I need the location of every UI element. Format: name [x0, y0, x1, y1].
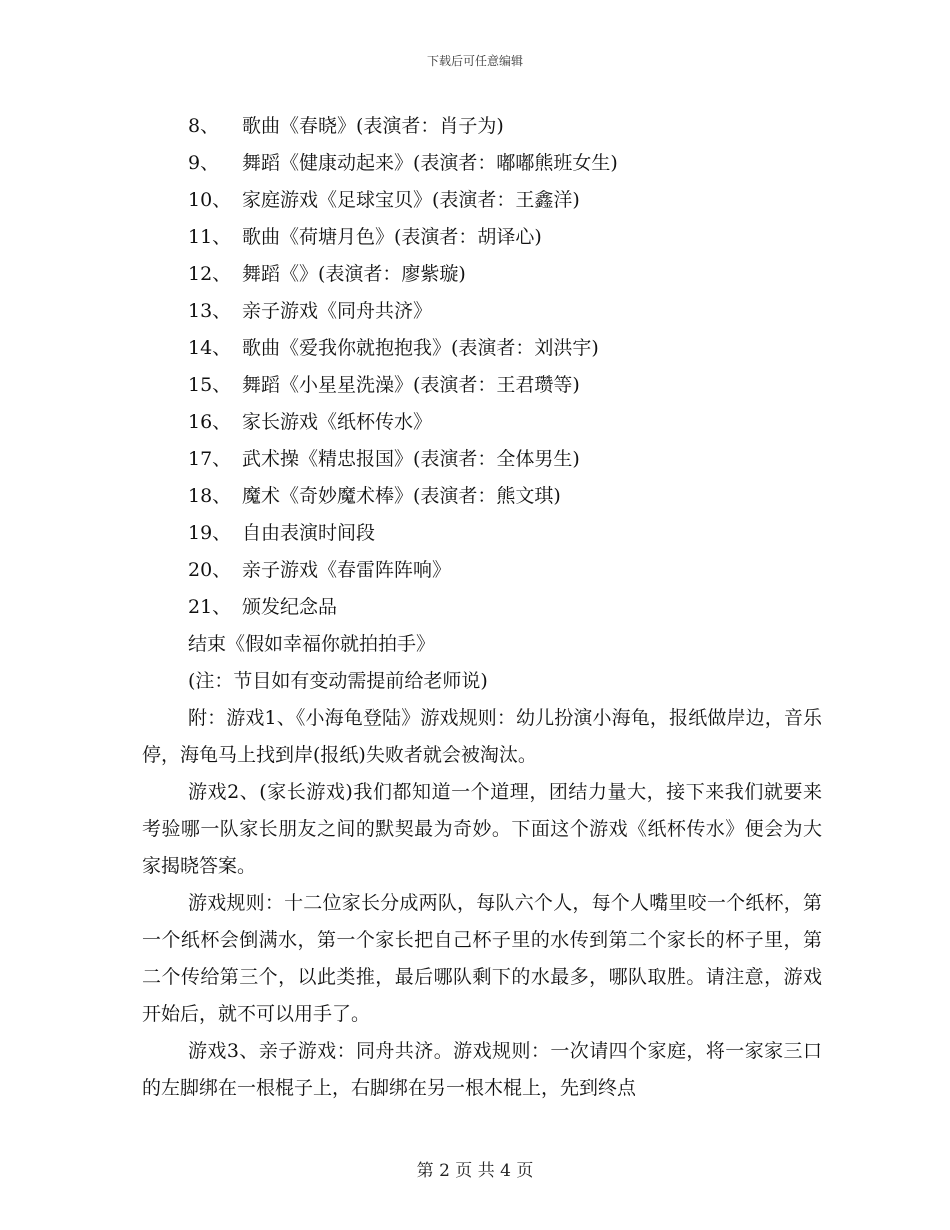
- program-item-18: [142, 478, 822, 515]
- program-item-15: [142, 367, 822, 404]
- item-number: 15、: [188, 374, 232, 396]
- program-item-8: [142, 108, 822, 145]
- item-text: 歌曲《荷塘月色》(表演者：胡译心): [242, 226, 542, 248]
- item-text: 武术操《精忠报国》(表演者：全体男生): [242, 448, 580, 470]
- item-text: 亲子游戏《同舟共济》: [242, 300, 433, 322]
- program-item-10: [142, 182, 822, 219]
- game-3-paragraph: 游戏3、亲子游戏：同舟共济。游戏规则：一次请四个家庭，将一家家三口的左脚绑在一根棍子上，右脚绑在另一根木棍上，先到终点: [142, 1040, 822, 1099]
- document-body: [142, 108, 822, 1107]
- program-item-21: [142, 589, 822, 626]
- program-item-9: [142, 145, 822, 182]
- item-number: 21、: [188, 596, 232, 618]
- item-number: 20、: [188, 559, 232, 581]
- page-footer: 第 2 页 共 4 页: [416, 1161, 534, 1181]
- item-number: 11、: [188, 226, 232, 248]
- program-item-14: [142, 330, 822, 367]
- program-item-17: [142, 441, 822, 478]
- item-number: 9、: [188, 152, 220, 174]
- item-text: 自由表演时间段: [242, 522, 376, 544]
- game-2-paragraph: 游戏2、(家长游戏)我们都知道一个道理，团结力量大，接下来我们就要来考验哪一队家长朋友之间的默契最为奇妙。下面这个游戏《纸杯传水》便会为大家揭晓答案。: [142, 781, 822, 877]
- program-list: [142, 108, 822, 626]
- item-text: 舞蹈《健康动起来》(表演者：嘟嘟熊班女生): [242, 152, 618, 174]
- program-item-11: [142, 219, 822, 256]
- item-text: 魔术《奇妙魔术棒》(表演者：熊文琪): [242, 485, 561, 507]
- program-item-16: [142, 404, 822, 441]
- program-ending: 结束《假如幸福你就拍拍手》: [188, 633, 436, 655]
- item-number: 19、: [188, 522, 232, 544]
- item-number: 8、: [188, 115, 220, 137]
- item-number: 12、: [188, 263, 232, 285]
- item-number: 18、: [188, 485, 232, 507]
- item-text: 亲子游戏《春雷阵阵响》: [242, 559, 452, 581]
- item-number: 17、: [188, 448, 232, 470]
- program-item-20: [142, 552, 822, 589]
- game-1-paragraph: 附：游戏1、《小海龟登陆》游戏规则：幼儿扮演小海龟，报纸做岸边，音乐停，海龟马上找到岸(报纸)失败者就会被淘汰。: [142, 707, 822, 766]
- item-number: 16、: [188, 411, 232, 433]
- item-text: 舞蹈《》(表演者：廖紫璇): [242, 263, 466, 285]
- item-text: 家长游戏《纸杯传水》: [242, 411, 433, 433]
- item-number: 14、: [188, 337, 232, 359]
- program-item-12: [142, 256, 822, 293]
- item-text: 歌曲《春晓》(表演者：肖子为): [242, 115, 504, 137]
- item-number: 10、: [188, 189, 232, 211]
- item-text: 歌曲《爱我你就抱抱我》(表演者：刘洪宇): [242, 337, 599, 359]
- item-text: 家庭游戏《足球宝贝》(表演者：王鑫洋): [242, 189, 580, 211]
- game-2-rules-paragraph: 游戏规则：十二位家长分成两队，每队六个人，每个人嘴里咬一个纸杯，第一个纸杯会倒满水，第一个家长把自己杯子里的水传到第二个家长的杯子里，第二个传给第三个，以此类推，最后哪队剩下的水最多，哪队取胜。请注意，游戏开始后，就不可以用手了。: [142, 892, 822, 1025]
- program-item-19: [142, 515, 822, 552]
- program-note: (注：节目如有变动需提前给老师说): [188, 670, 488, 692]
- item-number: 13、: [188, 300, 232, 322]
- item-text: 舞蹈《小星星洗澡》(表演者：王君瓒等): [242, 374, 580, 396]
- item-text: 颁发纪念品: [242, 596, 338, 618]
- page-header: 下载后可任意编辑: [426, 54, 523, 68]
- program-item-13: [142, 293, 822, 330]
